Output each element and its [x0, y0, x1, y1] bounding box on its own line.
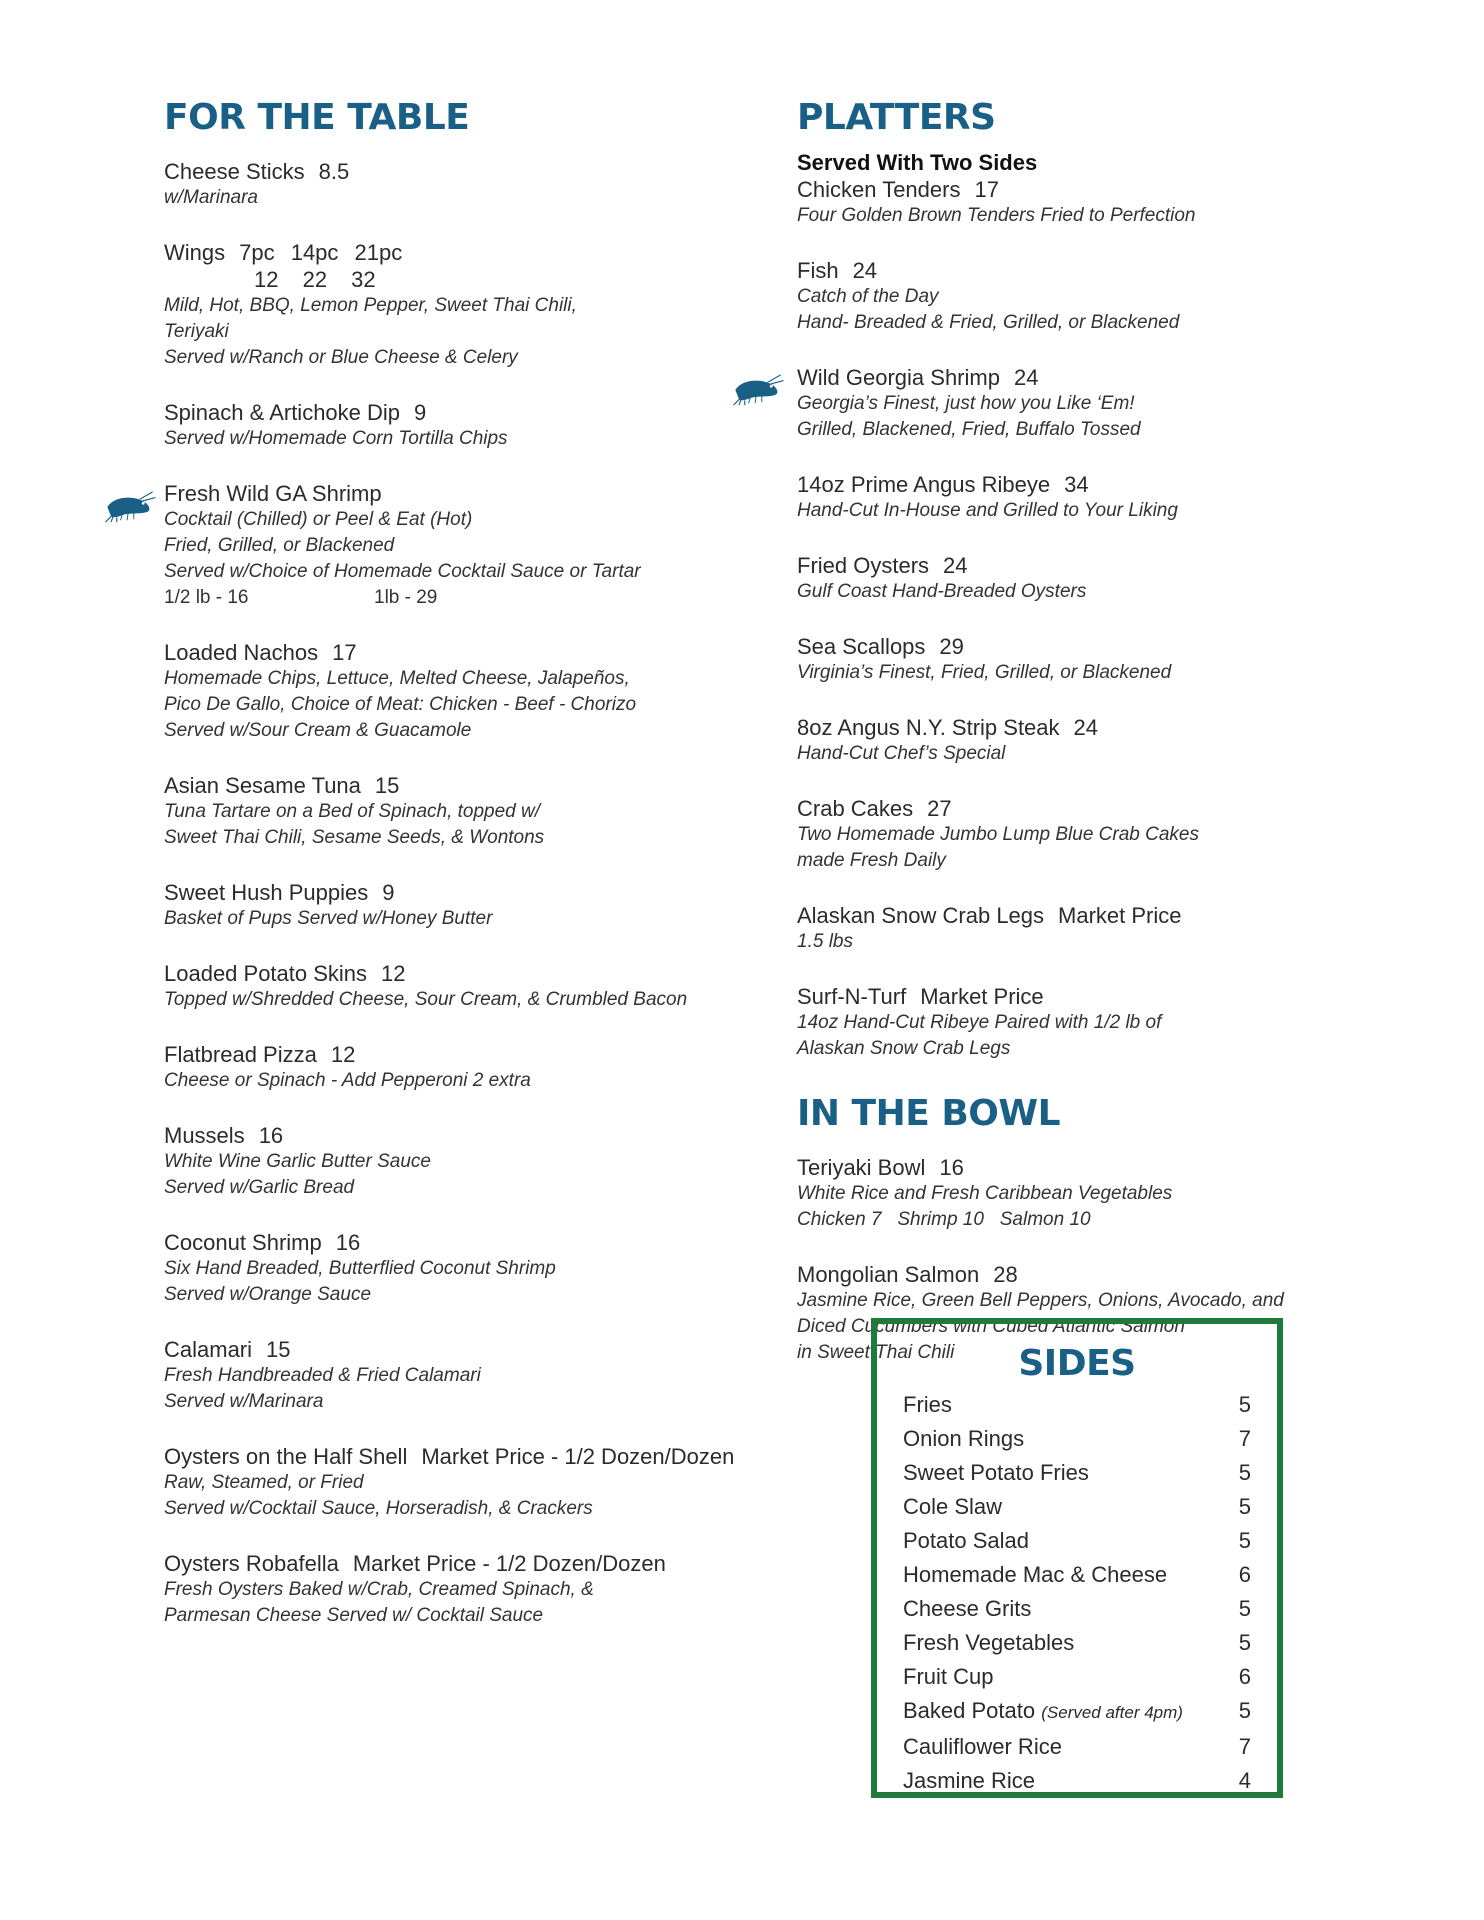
side-row — [903, 1388, 1251, 1422]
item-name: Calamari — [164, 1337, 253, 1362]
side-price: 6 — [1238, 1562, 1251, 1587]
item-name: Chicken Tenders — [797, 177, 961, 202]
side-row — [903, 1524, 1251, 1558]
item-price: 9 — [382, 880, 395, 905]
side-name: Homemade Mac & Cheese — [903, 1562, 1168, 1587]
item-desc: Cocktail (Chilled) or Peel & Eat (Hot) — [164, 509, 473, 530]
platters-subhead: Served With Two Sides — [797, 150, 1038, 175]
item-name: Oysters Robafella — [164, 1551, 339, 1576]
item-name: Cheese Sticks — [164, 159, 305, 184]
item-price: 29 — [939, 634, 964, 659]
item-name: 14oz Prime Angus Ribeye — [797, 472, 1051, 497]
menu-item-oysters-half-shell — [164, 1443, 764, 1522]
item-desc: Homemade Chips, Lettuce, Melted Cheese, Jalapeños, — [164, 668, 630, 689]
side-row — [903, 1764, 1251, 1798]
side-name: Sweet Potato Fries — [903, 1460, 1089, 1485]
item-price: Market Price — [920, 984, 1044, 1009]
shrimp-prices — [164, 585, 764, 611]
item-desc: Parmesan Cheese Served w/ Cocktail Sauce — [164, 1605, 544, 1626]
menu-item-coconut-shrimp — [164, 1229, 764, 1308]
item-desc: Georgia’s Finest, just how you Like ‘Em! — [797, 393, 1135, 414]
item-name: Fried Oysters — [797, 553, 930, 578]
for-the-table-section — [164, 97, 764, 1629]
item-name: Coconut Shrimp — [164, 1230, 322, 1255]
item-name: Oysters on the Half Shell — [164, 1444, 408, 1469]
wing-prices: 12 22 32 — [254, 267, 376, 292]
side-price: 5 — [1238, 1596, 1251, 1621]
platters-section — [797, 97, 1357, 1366]
item-price: 8.5 — [318, 159, 350, 184]
item-desc: Served w/Marinara — [164, 1391, 324, 1412]
side-name: Fries — [903, 1392, 952, 1417]
menu-item-flatbread — [164, 1041, 764, 1094]
item-price: 16 — [258, 1123, 284, 1148]
item-desc: Virginia’s Finest, Fried, Grilled, or Blackened — [797, 662, 1172, 683]
item-name: Surf-N-Turf — [797, 984, 907, 1009]
side-name: Baked Potato — [903, 1698, 1036, 1723]
side-price: 6 — [1238, 1664, 1251, 1689]
item-name: Crab Cakes — [797, 796, 914, 821]
item-desc: Diced Cucumbers with Cubed Atlantic Salmon — [797, 1316, 1185, 1337]
item-desc: in Sweet Thai Chili — [797, 1342, 955, 1363]
item-desc: Served w/Orange Sauce — [164, 1284, 372, 1305]
item-price: 28 — [993, 1262, 1018, 1287]
menu-item-ribeye — [797, 471, 1357, 524]
item-price: 27 — [927, 796, 952, 821]
item-desc: Teriyaki — [164, 321, 229, 342]
item-price: 24 — [852, 258, 878, 283]
item-desc: Mild, Hot, BBQ, Lemon Pepper, Sweet Thai Chili, — [164, 295, 577, 316]
item-price: 17 — [332, 640, 357, 665]
item-name: Fish — [797, 258, 839, 283]
side-name: Fresh Vegetables — [903, 1630, 1075, 1655]
in-the-bowl-heading: IN THE BOWL — [797, 1093, 1061, 1134]
menu-item-calamari — [164, 1336, 764, 1415]
side-price: 4 — [1238, 1768, 1251, 1793]
item-desc: Fresh Handbreaded & Fried Calamari — [164, 1365, 481, 1386]
section-heading: FOR THE TABLE — [164, 97, 470, 138]
side-row — [903, 1660, 1251, 1694]
item-price: 34 — [1064, 472, 1089, 497]
item-desc: Served w/Garlic Bread — [164, 1177, 355, 1198]
item-desc: 1.5 lbs — [797, 931, 853, 952]
item-desc: Served w/Homemade Corn Tortilla Chips — [164, 428, 508, 449]
item-name: Wild Georgia Shrimp — [797, 365, 1000, 390]
item-desc: Grilled, Blackened, Fried, Buffalo Tossed — [797, 419, 1141, 440]
item-desc: Cheese or Spinach - Add Pepperoni 2 extra — [164, 1070, 531, 1091]
side-name: Jasmine Rice — [903, 1768, 1036, 1793]
item-desc: Hand-Cut In-House and Grilled to Your Liking — [797, 500, 1178, 521]
item-desc: w/Marinara — [164, 187, 258, 208]
item-desc: Served w/Cocktail Sauce, Horseradish, & Crackers — [164, 1498, 593, 1519]
side-name: Cole Slaw — [903, 1494, 1003, 1519]
side-row — [903, 1422, 1251, 1456]
item-name: Wings — [164, 240, 226, 265]
item-name: Flatbread Pizza — [164, 1042, 317, 1067]
section-heading: PLATTERS — [797, 97, 996, 138]
menu-item-wild-georgia-shrimp — [797, 364, 1357, 443]
side-row — [903, 1456, 1251, 1490]
side-row — [903, 1490, 1251, 1524]
side-name: Onion Rings — [903, 1426, 1025, 1451]
item-desc: Fresh Oysters Baked w/Crab, Creamed Spinach, & — [164, 1579, 594, 1600]
item-name: Asian Sesame Tuna — [164, 773, 361, 798]
item-desc: Raw, Steamed, or Fried — [164, 1472, 364, 1493]
side-price: 5 — [1238, 1460, 1251, 1485]
item-name: Sweet Hush Puppies — [164, 880, 369, 905]
menu-item-potato-skins — [164, 960, 764, 1013]
sides-box — [871, 1318, 1283, 1798]
item-price: Market Price - 1/2 Dozen/Dozen — [352, 1551, 666, 1576]
item-desc: Six Hand Breaded, Butterflied Coconut Shrimp — [164, 1258, 556, 1279]
item-desc: Served w/Sour Cream & Guacamole — [164, 720, 472, 741]
item-desc: White Wine Garlic Butter Sauce — [164, 1151, 431, 1172]
menu-item-ga-shrimp — [164, 480, 764, 611]
menu-item-mussels — [164, 1122, 764, 1201]
item-name: Loaded Potato Skins — [164, 961, 368, 986]
item-desc: Basket of Pups Served w/Honey Butter — [164, 908, 493, 929]
menu-item-tuna — [164, 772, 764, 851]
menu-item-surf-n-turf — [797, 983, 1357, 1062]
item-desc: Topped w/Shredded Cheese, Sour Cream, & Crumbled Bacon — [164, 989, 688, 1010]
side-price: 7 — [1238, 1734, 1251, 1759]
menu-item-crab-cakes — [797, 795, 1357, 874]
item-price: Market Price — [1058, 903, 1182, 928]
half-lb-price: 1/2 lb - 16 — [164, 587, 249, 608]
side-row — [903, 1558, 1251, 1592]
item-desc: Hand- Breaded & Fried, Grilled, or Blackened — [797, 312, 1180, 333]
item-price: 24 — [1073, 715, 1099, 740]
menu-item-oysters-robafella — [164, 1550, 764, 1629]
item-price: 24 — [1013, 365, 1039, 390]
side-price: 5 — [1238, 1392, 1251, 1417]
menu-item-cheese-sticks — [164, 158, 764, 211]
side-name: Fruit Cup — [903, 1664, 994, 1689]
item-desc: Served w/Choice of Homemade Cocktail Sauce or Tartar — [164, 561, 641, 582]
item-desc: 14oz Hand-Cut Ribeye Paired with 1/2 lb of — [797, 1012, 1162, 1033]
item-price: 17 — [974, 177, 999, 202]
item-name: Mongolian Salmon — [797, 1262, 980, 1287]
menu-item-fried-oysters — [797, 552, 1357, 605]
item-price: 15 — [266, 1337, 291, 1362]
item-price: 24 — [943, 553, 968, 578]
side-name: Potato Salad — [903, 1528, 1029, 1553]
full-lb-price: 1lb - 29 — [374, 587, 438, 608]
item-price: 12 — [381, 961, 406, 986]
side-price: 5 — [1238, 1528, 1251, 1553]
item-desc: Served w/Ranch or Blue Cheese & Celery — [164, 347, 518, 368]
item-desc: Alaskan Snow Crab Legs — [797, 1038, 1011, 1059]
item-name: Teriyaki Bowl — [797, 1155, 926, 1180]
menu-item-strip-steak — [797, 714, 1357, 767]
side-name: Cheese Grits — [903, 1596, 1032, 1621]
item-name: Spinach & Artichoke Dip — [164, 400, 401, 425]
menu-item-fish — [797, 257, 1357, 336]
item-name: 8oz Angus N.Y. Strip Steak — [797, 715, 1060, 740]
item-name: Fresh Wild GA Shrimp — [164, 481, 382, 506]
side-price: 7 — [1238, 1426, 1251, 1451]
item-price: 9 — [414, 400, 427, 425]
menu-item-sea-scallops — [797, 633, 1357, 686]
item-desc: Pico De Gallo, Choice of Meat: Chicken - Beef - Chorizo — [164, 694, 637, 715]
menu-item-hush-puppies — [164, 879, 764, 932]
item-price: 16 — [939, 1155, 964, 1180]
item-desc: Sweet Thai Chili, Sesame Seeds, & Wontons — [164, 827, 545, 848]
item-desc: Four Golden Brown Tenders Fried to Perfection — [797, 205, 1196, 226]
item-desc: Two Homemade Jumbo Lump Blue Crab Cakes — [797, 824, 1199, 845]
item-desc: Tuna Tartare on a Bed of Spinach, topped w/ — [164, 801, 541, 822]
menu-item-snow-crab — [797, 902, 1357, 955]
item-desc: Hand-Cut Chef’s Special — [797, 743, 1006, 764]
item-price: Market Price - 1/2 Dozen/Dozen — [421, 1444, 735, 1469]
wing-sizes: 7pc 14pc 21pc — [239, 240, 403, 265]
side-price: 5 — [1238, 1630, 1251, 1655]
menu-item-nachos — [164, 639, 764, 744]
menu-item-spinach-dip — [164, 399, 764, 452]
side-row — [903, 1694, 1251, 1730]
item-desc: Chicken 7 Shrimp 10 Salmon 10 — [797, 1209, 1091, 1230]
side-row — [903, 1730, 1251, 1764]
shrimp-icon — [102, 490, 158, 524]
menu-item-chicken-tenders — [797, 176, 1357, 229]
item-desc: White Rice and Fresh Caribbean Vegetables — [797, 1183, 1173, 1204]
item-desc: Jasmine Rice, Green Bell Peppers, Onions, Avocado, and — [797, 1290, 1284, 1311]
sides-heading: SIDES — [1018, 1343, 1136, 1384]
side-row — [903, 1626, 1251, 1660]
item-name: Mussels — [164, 1123, 245, 1148]
side-price: 5 — [1238, 1698, 1251, 1723]
menu-item-teriyaki-bowl — [797, 1154, 1357, 1233]
side-name: Cauliflower Rice — [903, 1734, 1062, 1759]
item-name: Sea Scallops — [797, 634, 926, 659]
side-row — [903, 1592, 1251, 1626]
item-name: Loaded Nachos — [164, 640, 319, 665]
item-desc: Catch of the Day — [797, 286, 939, 307]
side-price: 5 — [1238, 1494, 1251, 1519]
item-price: 12 — [330, 1042, 356, 1067]
item-name: Alaskan Snow Crab Legs — [797, 903, 1045, 928]
side-note: (Served after 4pm) — [1041, 1703, 1183, 1722]
item-desc: Fried, Grilled, or Blackened — [164, 535, 395, 556]
menu-item-wings — [164, 239, 764, 371]
item-price: 16 — [335, 1230, 361, 1255]
item-desc: made Fresh Daily — [797, 850, 946, 871]
item-price: 15 — [374, 773, 400, 798]
item-desc: Gulf Coast Hand-Breaded Oysters — [797, 581, 1087, 602]
